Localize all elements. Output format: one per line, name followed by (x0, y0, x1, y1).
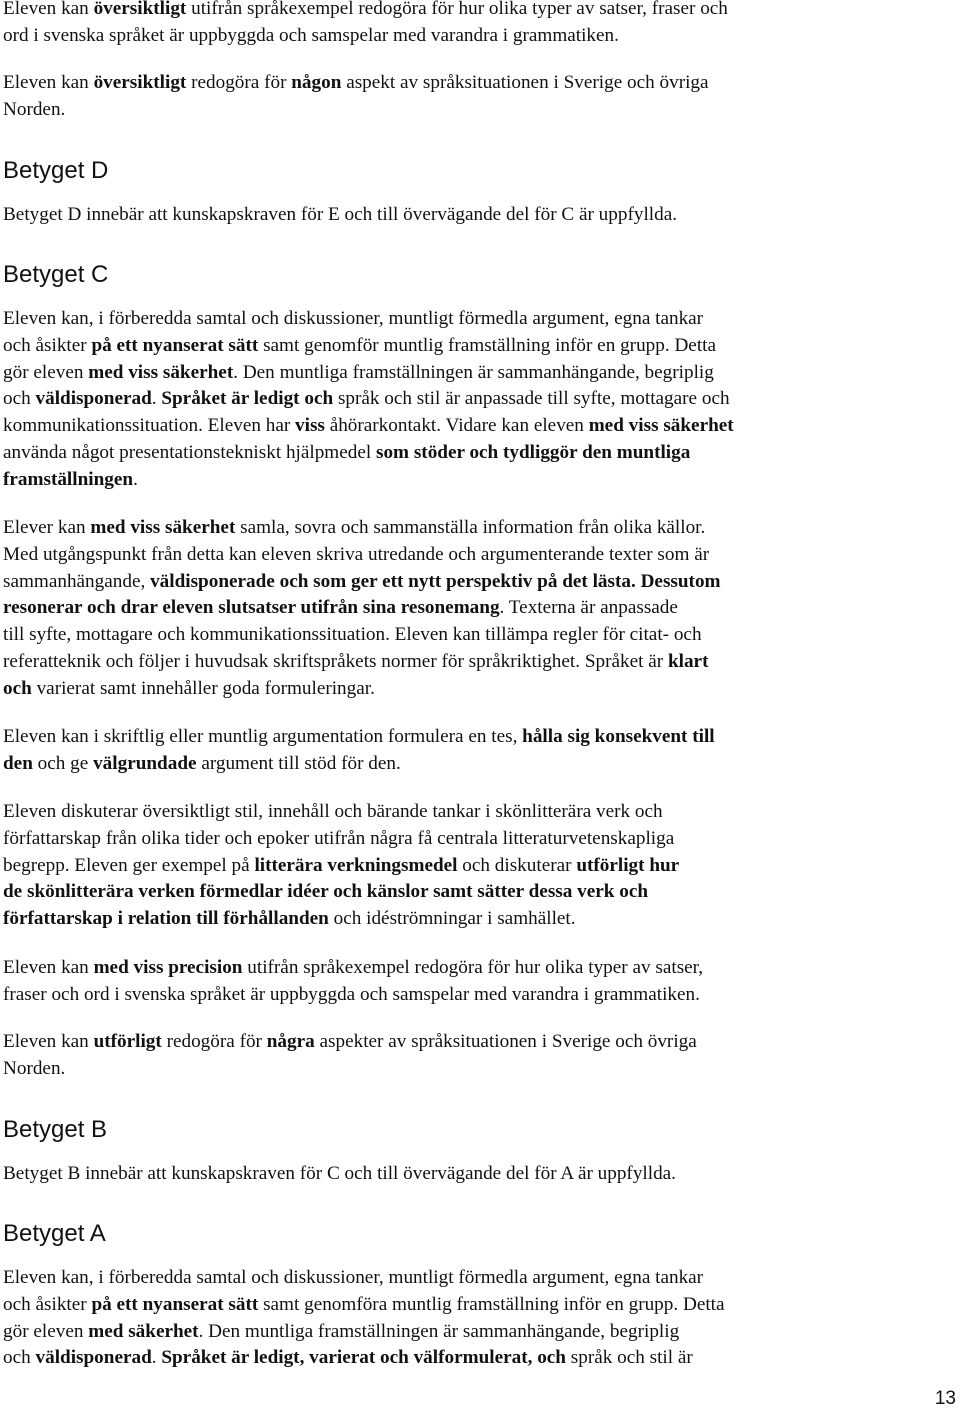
text-run: fraser och ord i svenska språket är uppbyggda och samspelar med varandra i grammatiken. (3, 983, 700, 1005)
text-run: Betyget B innebär att kunskapskraven för C och till övervägande del för A är uppfyllda. (3, 1163, 676, 1184)
text-line (3, 982, 943, 1009)
text-run: Eleven kan i skriftlig eller muntlig argumentation formulera en tes, (3, 726, 523, 747)
text-run: Eleven kan (3, 1031, 94, 1052)
text-line (3, 386, 943, 413)
bold-text: några (266, 1031, 315, 1052)
text-run: och idéströmningar i samhället. (328, 908, 576, 930)
bold-text: översiktligt (93, 72, 187, 93)
bold-text: på ett nyanserat sätt (91, 334, 259, 356)
text-line (3, 853, 943, 880)
section-heading: Betyget C (3, 261, 109, 288)
text-line (3, 306, 943, 333)
paragraph (3, 1161, 943, 1188)
section-heading: Betyget B (3, 1116, 108, 1143)
text-line (3, 826, 943, 853)
text-run: samt genomföra muntlig framställning inför en grupp. Detta (258, 1293, 725, 1315)
bold-text: väldisponerad (35, 1347, 152, 1369)
text-run: gör eleven (3, 361, 89, 383)
text-line (3, 879, 943, 906)
text-line (3, 23, 943, 50)
text-run: gör eleven (3, 1320, 89, 1342)
text-line (3, 724, 943, 751)
bold-text: de skönlitterära verken förmedlar idéer och känslor samt sätter dessa verk och (3, 881, 649, 903)
bold-text: den (3, 752, 33, 774)
bold-text: Språket är ledigt och (161, 388, 334, 410)
text-run: och ge (32, 752, 94, 774)
text-run: Norden. (3, 1057, 66, 1079)
text-run: språk och stil är anpassade till syfte, mottagare och (333, 388, 730, 410)
text-run: redogöra för (186, 72, 292, 93)
text-run: sammanhängande, (3, 570, 151, 592)
text-run: . (133, 468, 138, 490)
text-line (3, 751, 943, 778)
paragraph (3, 724, 943, 778)
bold-text: välgrundade (93, 752, 197, 774)
text-line (3, 97, 943, 124)
text-run: Eleven kan (3, 72, 94, 93)
bold-text: och (3, 677, 32, 699)
text-run: och åsikter (3, 334, 92, 356)
text-run: utifrån språkexempel redogöra för hur olika typer av satser, (242, 957, 704, 978)
text-line (3, 1029, 943, 1056)
text-run: varierat samt innehåller goda formuleringar. (31, 677, 375, 699)
text-line (3, 1319, 943, 1346)
bold-text: resonerar och drar eleven slutsatser utifrån sina resonemang (3, 597, 500, 619)
bold-text: framställningen (3, 468, 134, 490)
paragraph (3, 0, 943, 50)
text-run: språk och stil är (565, 1347, 693, 1369)
paragraph (3, 1029, 943, 1083)
bold-text: hålla sig konsekvent till (522, 726, 715, 747)
text-run: författarskap från olika tider och epoker utifrån några få centrala litteraturvetenskapliga (3, 827, 675, 849)
bold-text: med viss säkerhet (90, 517, 236, 538)
text-run: . Den muntliga framställningen är sammanhängande, begriplig (198, 1320, 680, 1342)
text-run: samla, sovra och sammanställa information från olika källor. (235, 517, 706, 538)
text-run: och (3, 388, 36, 410)
text-run: till syfte, mottagare och kommunikationssituation. Eleven kan tillämpa regler för citat- och (3, 624, 702, 646)
text-line (3, 413, 943, 440)
text-run: Med utgångspunkt från detta kan eleven skriva utredande och argumenterande texter som är (3, 543, 710, 565)
bold-text: på ett nyanserat sätt (91, 1293, 259, 1315)
paragraph (3, 799, 943, 933)
text-line (3, 595, 943, 622)
text-run: Eleven kan (3, 0, 94, 19)
text-line (3, 649, 943, 676)
text-line (3, 676, 943, 703)
text-run: referatteknik och följer i huvudsak skriftspråkets normer för språkriktighet. Språket är (3, 650, 668, 672)
text-run: Eleven diskuterar översiktligt stil, innehåll och bärande tankar i skönlitterära verk och (3, 801, 663, 822)
text-line (3, 70, 943, 97)
bold-text: utförligt (93, 1031, 162, 1052)
text-run: . Den muntliga framställningen är sammanhängande, begriplig (233, 361, 714, 383)
bold-text: väldisponerade och som ger ett nytt perspektiv på det lästa. Dessutom (150, 570, 721, 592)
text-run: åhörarkontakt. Vidare kan eleven (324, 415, 589, 437)
text-run: och åsikter (3, 1293, 92, 1315)
text-run: redogöra för (161, 1031, 267, 1052)
text-line (3, 569, 943, 596)
bold-text: som stöder och tydliggör den muntliga (376, 441, 691, 463)
text-line (3, 515, 943, 542)
text-line (3, 360, 943, 387)
text-run: ord i svenska språket är uppbyggda och samspelar med varandra i grammatiken. (3, 24, 619, 46)
paragraph (3, 306, 943, 494)
text-run: . Texterna är anpassade (499, 597, 678, 619)
text-line (3, 1292, 943, 1319)
text-run: Norden. (3, 98, 66, 120)
text-run: och (3, 1347, 36, 1369)
text-run: utifrån språkexempel redogöra för hur olika typer av satser, fraser och (186, 0, 728, 19)
text-run: Elever kan (3, 517, 91, 538)
paragraph (3, 515, 943, 703)
bold-text: Språket är ledigt, varierat och välformulerat, och (161, 1347, 566, 1369)
paragraph (3, 1265, 943, 1372)
text-line (3, 1056, 943, 1083)
paragraph (3, 202, 943, 229)
bold-text: viss (295, 415, 325, 437)
text-line (3, 799, 943, 826)
paragraph (3, 955, 943, 1009)
text-run: aspekt av språksituationen i Sverige och övriga (341, 72, 709, 93)
bold-text: översiktligt (93, 0, 187, 19)
text-run: kommunikationssituation. Eleven har (3, 415, 296, 437)
text-line (3, 202, 943, 229)
text-line (3, 333, 943, 360)
text-line (3, 0, 943, 23)
text-run: begrepp. Eleven ger exempel på (3, 854, 255, 876)
bold-text: med viss säkerhet (88, 361, 234, 383)
paragraph (3, 70, 943, 124)
text-line (3, 622, 943, 649)
text-line (3, 440, 943, 467)
text-run: argument till stöd för den. (196, 752, 401, 774)
text-run: använda något presentationstekniskt hjälpmedel (3, 441, 376, 463)
text-run: . (151, 1347, 162, 1369)
bold-text: någon (291, 72, 342, 93)
text-line (3, 467, 943, 494)
page-number: 13 (934, 1388, 956, 1409)
text-run: samt genomför muntlig framställning inför en grupp. Detta (258, 334, 717, 356)
bold-text: författarskap i relation till förhållanden (3, 908, 329, 930)
bold-text: med säkerhet (88, 1320, 199, 1342)
text-run: Eleven kan (3, 957, 94, 978)
text-run: och diskuterar (457, 854, 577, 876)
text-line (3, 1265, 943, 1292)
section-heading: Betyget A (3, 1220, 106, 1247)
text-line (3, 1345, 943, 1372)
bold-text: väldisponerad (35, 388, 152, 410)
text-run: Betyget D innebär att kunskapskraven för E och till övervägande del för C är uppfyllda. (3, 204, 678, 225)
text-run: Eleven kan, i förberedda samtal och diskussioner, muntligt förmedla argument, egna tankar (3, 308, 704, 329)
text-line (3, 906, 943, 933)
section-heading: Betyget D (3, 157, 109, 184)
text-line (3, 542, 943, 569)
text-run: . (151, 388, 162, 410)
bold-text: med viss precision (93, 957, 243, 978)
text-line (3, 955, 943, 982)
text-run: aspekter av språksituationen i Sverige och övriga (314, 1031, 697, 1052)
bold-text: med viss säkerhet (588, 415, 734, 437)
text-run: Eleven kan, i förberedda samtal och diskussioner, muntligt förmedla argument, egna tankar (3, 1267, 704, 1288)
text-line (3, 1161, 943, 1188)
bold-text: klart (667, 650, 709, 672)
bold-text: litterära verkningsmedel (254, 854, 458, 876)
bold-text: utförligt hur (576, 854, 680, 876)
